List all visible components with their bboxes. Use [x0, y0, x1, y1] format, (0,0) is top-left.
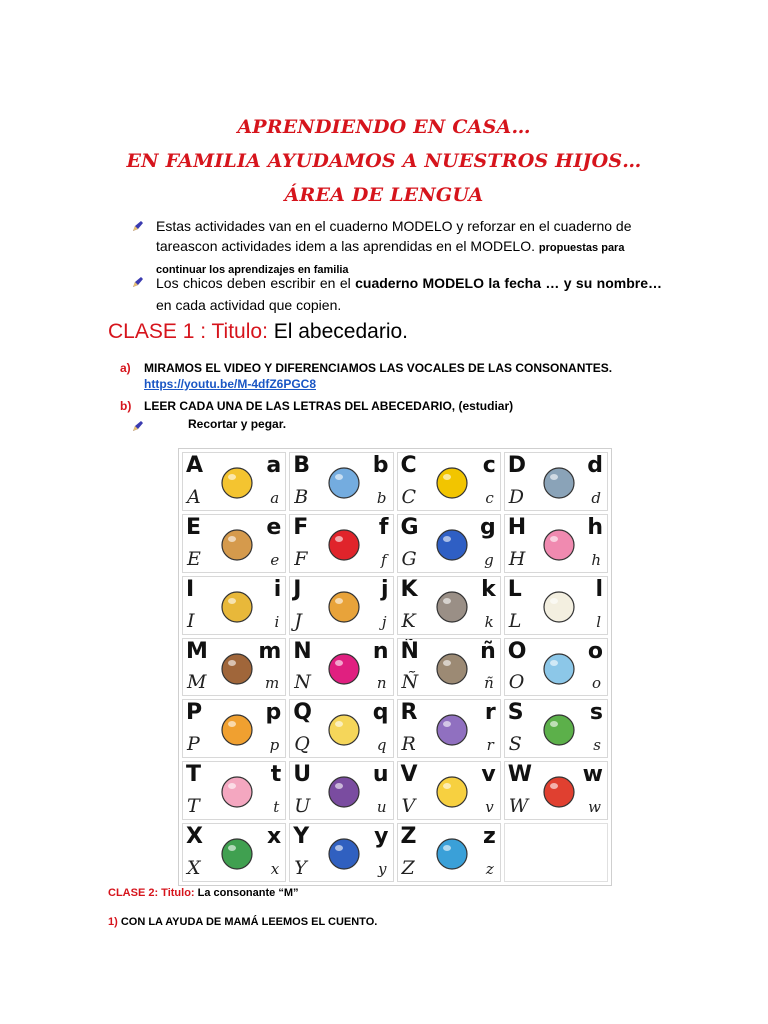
strawberry-icon [324, 521, 364, 567]
lowercase-letter: y [374, 824, 389, 850]
empanada-icon [217, 521, 257, 567]
item-a [120, 359, 612, 377]
uppercase-letter: C [400, 453, 417, 478]
uppercase-letter: T [186, 762, 202, 788]
heading-line-3: ÁREA DE LENGUA [284, 184, 484, 206]
cursive-lowercase-letter: v [485, 798, 494, 817]
clase1-label: CLASE 1 : Titulo: [108, 320, 274, 343]
xylophone-icon [217, 830, 257, 876]
letter-cell [397, 638, 501, 697]
uppercase-letter: J [293, 576, 302, 602]
cursive-lowercase-letter: w [588, 798, 601, 817]
letter-cell [182, 452, 286, 511]
letter-cell [504, 638, 608, 697]
uppercase-letter: E [186, 514, 202, 540]
crown-icon [432, 459, 472, 505]
cursive-lowercase-letter: o [591, 674, 601, 693]
lowercase-letter: r [484, 700, 496, 726]
lowercase-letter: a [266, 453, 282, 478]
lowercase-letter: j [380, 576, 389, 602]
yoyo-icon [324, 830, 364, 876]
bullet-writing [132, 272, 662, 316]
letter-cell [182, 699, 286, 758]
cursive-lowercase-letter: y [378, 860, 387, 878]
letter-cell [504, 699, 608, 758]
item-a-text: MIRAMOS EL VIDEO Y DIFERENCIAMOS LAS VOCALES DE LAS CONSONANTES. [144, 361, 613, 375]
pencil-bullet-icon [132, 220, 144, 232]
cursive-lowercase-letter: k [484, 612, 494, 631]
cursive-uppercase-letter: U [294, 795, 311, 818]
cursive-uppercase-letter: L [508, 609, 522, 632]
alphabet-chart [178, 448, 612, 886]
lowercase-letter: i [273, 576, 282, 602]
cursive-uppercase-letter: K [401, 609, 416, 632]
cursive-uppercase-letter: Y [294, 857, 307, 879]
hammer-icon [217, 645, 257, 691]
lowercase-letter: s [589, 700, 603, 726]
letter-cell [397, 823, 501, 882]
letter-cell [289, 823, 393, 882]
bullet-writing-pre: Los chicos deben escribir en el [156, 275, 356, 291]
uppercase-letter: U [293, 762, 312, 788]
cursive-uppercase-letter: O [508, 671, 525, 694]
cursive-uppercase-letter: I [187, 609, 195, 632]
cursive-uppercase-letter: S [508, 733, 522, 756]
cursive-lowercase-letter: f [380, 550, 387, 569]
heading-line-2: EN FAMILIA AYUDAMOS A NUESTROS HIJOS… [126, 150, 642, 172]
uppercase-letter: B [293, 453, 311, 478]
cursive-uppercase-letter: G [401, 547, 417, 570]
uppercase-letter: W [507, 762, 533, 788]
lowercase-letter: b [372, 453, 389, 478]
cursive-uppercase-letter: Ñ [401, 671, 419, 694]
octopus-icon [217, 706, 257, 752]
robot-icon [432, 706, 472, 752]
cursive-uppercase-letter: M [187, 671, 207, 694]
uppercase-letter: L [507, 576, 522, 602]
cursive-lowercase-letter: e [270, 550, 280, 569]
sub-bullet-text: Recortar y pegar. [188, 417, 287, 431]
heading-line-1: APRENDIENDO EN CASA… [237, 116, 531, 138]
uppercase-letter: Q [293, 700, 312, 726]
lowercase-letter: l [595, 576, 603, 602]
pencil-bullet-icon [132, 420, 144, 432]
cursive-lowercase-letter: g [484, 550, 494, 569]
cursive-lowercase-letter: a [270, 488, 280, 507]
cursive-lowercase-letter: q [376, 736, 387, 755]
lowercase-letter: h [587, 514, 603, 540]
cursive-uppercase-letter: D [508, 485, 524, 508]
video-link[interactable]: https://youtu.be/M-4dfZ6PGC8 [144, 377, 316, 391]
cursive-uppercase-letter: B [294, 485, 309, 508]
cursive-uppercase-letter: V [401, 795, 416, 818]
cursive-uppercase-letter: E [187, 547, 201, 570]
letter-cell [182, 576, 286, 635]
uppercase-letter: Y [293, 824, 310, 850]
step-1 [108, 916, 377, 928]
dolphin-icon [539, 459, 579, 505]
lowercase-letter: t [270, 762, 282, 788]
uppercase-letter: K [400, 576, 418, 602]
bullet-activities-note: propuestas para continuar los aprendizajes en familia [156, 242, 625, 276]
letter-cell [397, 452, 501, 511]
letter-cell [504, 514, 608, 573]
cursive-uppercase-letter: W [508, 795, 529, 818]
teddy-bear-icon [539, 645, 579, 691]
lowercase-letter: v [481, 762, 496, 788]
cursive-lowercase-letter: x [270, 860, 280, 878]
letter-cell [289, 452, 393, 511]
frog-icon [539, 706, 579, 752]
uppercase-letter: O [507, 638, 527, 664]
nine-icon [324, 645, 364, 691]
lowercase-letter: n [372, 638, 389, 664]
cursive-lowercase-letter: t [273, 798, 280, 817]
cursive-lowercase-letter: ñ [484, 674, 494, 693]
cursive-lowercase-letter: u [376, 798, 387, 817]
cursive-uppercase-letter: T [187, 795, 200, 818]
uppercase-letter: H [507, 514, 527, 540]
lowercase-letter: x [267, 824, 282, 850]
lowercase-letter: w [582, 762, 603, 788]
cursive-lowercase-letter: l [596, 612, 601, 631]
cursive-uppercase-letter: Q [294, 733, 310, 756]
letter-cell [504, 761, 608, 820]
uppercase-letter: F [293, 514, 309, 540]
cursive-lowercase-letter: j [381, 612, 387, 631]
balloon-icon [432, 521, 472, 567]
bee-icon [217, 459, 257, 505]
giraffe-icon [324, 583, 364, 629]
clase2-heading [108, 887, 298, 899]
lowercase-letter: q [372, 700, 389, 726]
cursive-lowercase-letter: i [274, 612, 280, 631]
church-icon [217, 583, 257, 629]
uppercase-letter: P [186, 700, 203, 726]
lowercase-letter: c [482, 453, 496, 478]
item-a-letter: a) [120, 361, 131, 375]
lowercase-letter: m [258, 638, 282, 664]
cursive-uppercase-letter: H [508, 547, 526, 570]
uppercase-letter: D [507, 453, 527, 478]
clase2-title: La consonante “M” [197, 887, 299, 899]
cursive-uppercase-letter: R [401, 733, 416, 756]
empty-cell [504, 823, 608, 882]
clase1-heading [108, 320, 408, 344]
lowercase-letter: f [378, 514, 389, 540]
windsurf-icon [539, 768, 579, 814]
letter-cell [182, 638, 286, 697]
uppercase-letter: V [400, 762, 418, 788]
lowercase-letter: d [587, 453, 603, 478]
cursive-uppercase-letter: N [294, 671, 311, 694]
cursive-lowercase-letter: s [593, 736, 601, 755]
lowercase-letter: p [265, 700, 282, 726]
uppercase-letter: N [293, 638, 312, 664]
letter-cell [397, 514, 501, 573]
lowercase-letter: e [266, 514, 282, 540]
letter-cell [397, 576, 501, 635]
letter-cell [397, 699, 501, 758]
letter-cell [289, 638, 393, 697]
cursive-lowercase-letter: d [591, 488, 601, 507]
letter-cell [397, 761, 501, 820]
lowercase-letter: ñ [480, 638, 496, 664]
letter-cell [289, 514, 393, 573]
uppercase-letter: A [186, 453, 204, 478]
cake-icon [217, 768, 257, 814]
candle-icon [432, 768, 472, 814]
flag-icon [324, 459, 364, 505]
uppercase-letter: M [186, 638, 208, 664]
cursive-lowercase-letter: h [591, 550, 601, 569]
step-1-number: 1) [108, 916, 118, 928]
cheese-icon [324, 706, 364, 752]
clase1-title: El abecedario. [273, 320, 409, 343]
cursive-lowercase-letter: c [485, 488, 494, 507]
letter-cell [182, 514, 286, 573]
cursive-uppercase-letter: P [187, 733, 200, 756]
letter-cell [182, 761, 286, 820]
bullet-writing-bold: cuaderno MODELO la fecha … y su nombre… [355, 275, 662, 291]
cursive-uppercase-letter: C [401, 485, 417, 508]
uppercase-letter: Z [400, 824, 417, 850]
cursive-uppercase-letter: X [187, 857, 201, 879]
bullet-writing-post: en cada actividad que copien. [156, 297, 342, 313]
cursive-lowercase-letter: m [265, 674, 280, 693]
step-1-text: CON LA AYUDA DE MAMÁ LEEMOS EL CUENTO. [117, 916, 378, 928]
cursive-uppercase-letter: J [294, 609, 302, 632]
cursive-lowercase-letter: r [486, 736, 494, 755]
uppercase-letter: I [186, 576, 195, 602]
cursive-lowercase-letter: z [485, 860, 494, 878]
bullet-activities-text: Estas actividades van en el cuaderno MODELO y reforzar en el cuaderno de tareascon actividades idem a las aprendidas en el MODELO. [156, 218, 632, 254]
letter-cell [289, 761, 393, 820]
cursive-uppercase-letter: F [294, 547, 308, 570]
lowercase-letter: z [482, 824, 496, 850]
lowercase-letter: u [372, 762, 389, 788]
letter-cell [289, 699, 393, 758]
letter-cell [182, 823, 286, 882]
shoe-icon [432, 830, 472, 876]
uppercase-letter: X [186, 824, 203, 850]
letter-cell [289, 576, 393, 635]
lowercase-letter: k [481, 576, 496, 602]
uppercase-letter: R [400, 700, 418, 726]
lowercase-letter: g [480, 514, 496, 540]
cursive-lowercase-letter: p [269, 736, 280, 755]
cursive-lowercase-letter: n [376, 674, 387, 693]
pencil-bullet-icon [132, 276, 144, 288]
ice-cream-icon [539, 521, 579, 567]
uppercase-letter: G [400, 514, 419, 540]
cursive-uppercase-letter: A [187, 485, 201, 508]
cursive-uppercase-letter: Z [401, 857, 415, 879]
item-b-letter: b) [120, 399, 132, 413]
lowercase-letter: o [587, 638, 603, 664]
letter-cell [504, 452, 608, 511]
uppercase-letter: S [507, 700, 524, 726]
bullet-activities [132, 216, 662, 276]
item-b [120, 397, 513, 415]
uppercase-letter: Ñ [400, 638, 419, 664]
clase2-label: CLASE 2: Titulo: [108, 887, 198, 899]
koala-icon [432, 583, 472, 629]
item-b-text: LEER CADA UNA DE LAS LETRAS DEL ABECEDARIO, (estudiar) [144, 399, 514, 413]
cursive-lowercase-letter: b [376, 488, 387, 507]
moon-icon [539, 583, 579, 629]
rhea-bird-icon [432, 645, 472, 691]
letter-cell [504, 576, 608, 635]
grapes-icon [324, 768, 364, 814]
